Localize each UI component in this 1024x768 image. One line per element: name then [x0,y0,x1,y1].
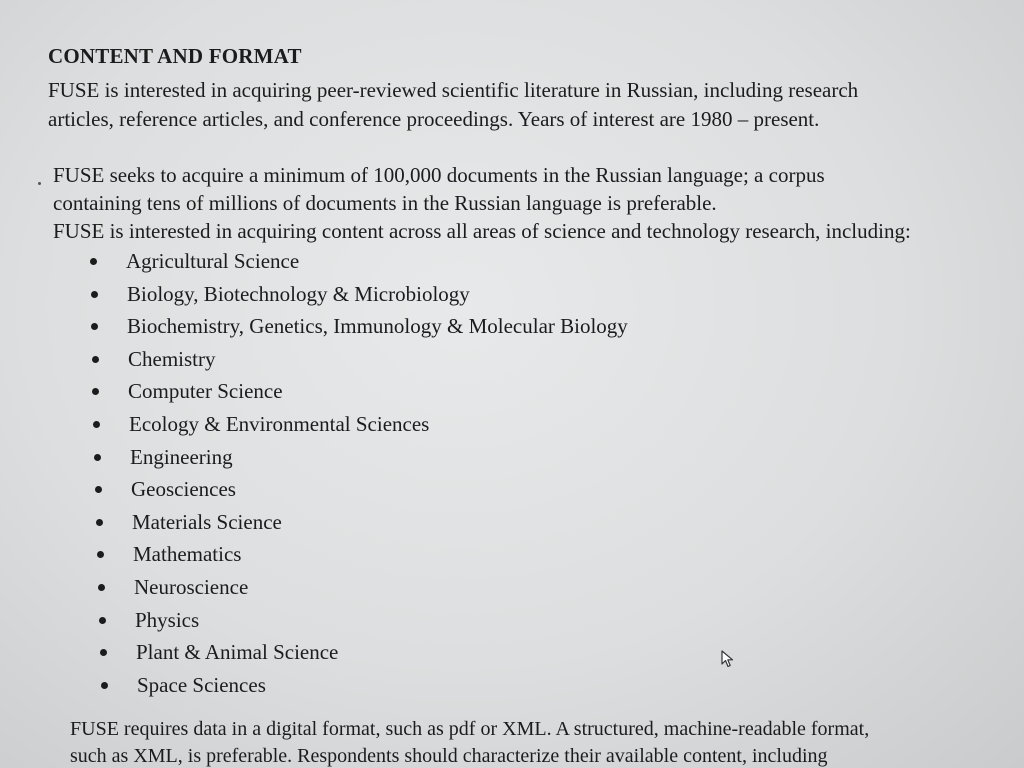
paragraph-line: such as XML, is preferable. Respondents should characterize their available content, including [70,745,828,767]
paragraph-data-format [70,716,869,768]
bullet-icon [101,682,108,689]
bullet-icon [99,617,106,624]
paragraph-line: FUSE is interested in acquiring content across all areas of science and technology research, including: [53,219,911,243]
mouse-pointer-arrow-icon [721,650,735,668]
paragraph-line: FUSE requires data in a digital format, such as pdf or XML. A structured, machine-readable format, [70,718,870,740]
paragraph-line: containing tens of millions of documents in the Russian language is preferable. [53,191,717,215]
bullet-icon [98,584,105,591]
bullet-icon [95,486,102,493]
paragraph-line: FUSE seeks to acquire a minimum of 100,000 documents in the Russian language; a corpus [53,163,825,187]
bullet-icon [93,421,100,428]
paragraph-document-volume [53,161,911,245]
bullet-icon [91,291,98,298]
paragraph-line: articles, reference articles, and conference proceedings. Years of interest are 1980 – present. [48,107,820,131]
bullet-icon [92,356,99,363]
bullet-icon [100,649,107,656]
bullet-icon [96,519,103,526]
section-heading: CONTENT AND FORMAT [48,44,302,68]
bullet-icon [94,454,101,461]
dust-speck [38,182,41,185]
paragraph-literature-interest [48,76,858,134]
bullet-icon [97,551,104,558]
bullet-icon [91,323,98,330]
bullet-icon [92,388,99,395]
document-page: CONTENT AND FORMAT FUSE is interested in acquiring peer-reviewed scientific literature in Russian, including research articles, reference articles, and conference proceedings. Years of interest are 1980 – present. FUSE seeks to acquire a minimum of 100,000 documents in the Russian language; a corpus containing tens of millions of documents in the Russian language is preferable. FUSE is interested in acquiring content across all areas of science and technology research, including: Agricultural Science Biology, Biotechnology & Microbiology Biochemistry, Genetics, Immunology & Molecular Biology Chemistry Computer Science Ecology & Environmental Sciences Engineering Geosciences Materials Science Mathematics Neuroscience Physics Plant & Animal Science Space Sciences FUSE requires data in a digital format, such as pdf or XML. A structured, machine-readable format, such as XML, is preferable. Respondents should characterize their available content, including [0,0,1024,768]
paragraph-line: FUSE is interested in acquiring peer-reviewed scientific literature in Russian, including research [48,78,859,102]
bullet-icon [90,258,97,265]
